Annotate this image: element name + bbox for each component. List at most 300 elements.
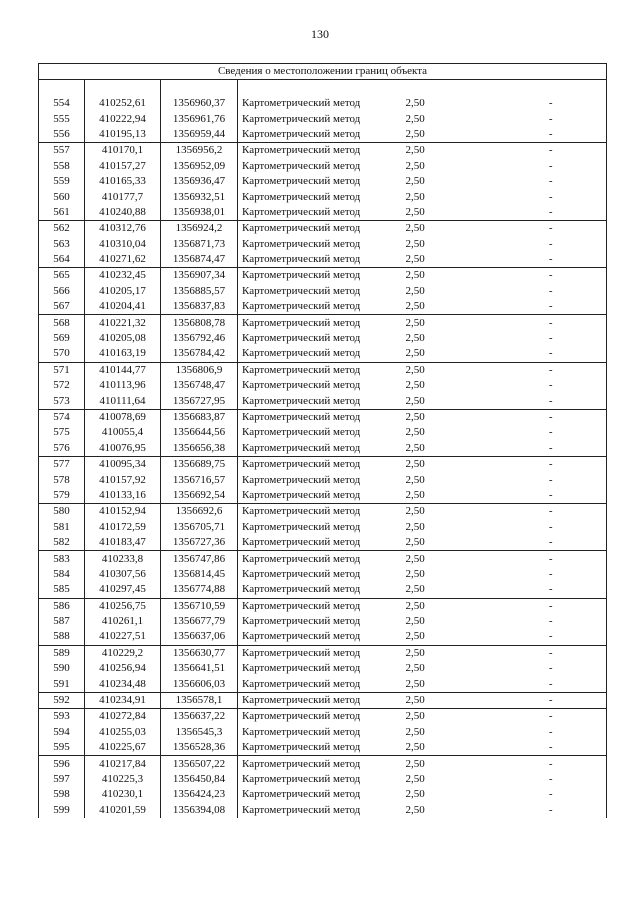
accuracy-cell: 2,50	[405, 630, 425, 643]
point-number-cell: 586	[39, 598, 85, 614]
spacer-row	[39, 80, 607, 97]
table-row	[39, 299, 607, 315]
note-cell: -	[496, 740, 607, 756]
accuracy-cell: 2,50	[405, 300, 425, 313]
method-cell: Картометрический метод	[238, 488, 386, 504]
y-coordinate-cell: 1356394,08	[161, 803, 238, 818]
point-number-cell: 597	[39, 772, 85, 787]
method-cell: Картометрический метод	[238, 661, 386, 676]
method-cell: Картометрический метод	[238, 205, 386, 221]
x-coordinate-cell: 410195,13	[85, 127, 161, 143]
note-cell: -	[496, 756, 607, 772]
method-cell: Картометрический метод	[238, 756, 386, 772]
x-coordinate-cell: 410256,94	[85, 661, 161, 676]
point-number-cell: 558	[39, 159, 85, 174]
method-cell: Картометрический метод	[238, 425, 386, 440]
y-coordinate-cell: 1356808,78	[161, 315, 238, 331]
method-cell: Картометрический метод	[238, 740, 386, 756]
boundary-coordinates-table	[38, 63, 607, 818]
table-row	[39, 629, 607, 645]
x-coordinate-cell: 410113,96	[85, 378, 161, 393]
table-row	[39, 143, 607, 159]
accuracy-cell: 2,50	[405, 520, 425, 533]
x-coordinate-cell: 410095,34	[85, 456, 161, 472]
note-cell: -	[496, 425, 607, 440]
y-coordinate-cell: 1356507,22	[161, 756, 238, 772]
point-number-cell: 560	[39, 189, 85, 204]
note-cell: -	[496, 174, 607, 189]
x-coordinate-cell: 410234,48	[85, 676, 161, 692]
y-coordinate-cell: 1356960,37	[161, 96, 238, 111]
note-cell: -	[496, 205, 607, 221]
y-coordinate-cell: 1356938,01	[161, 205, 238, 221]
y-coordinate-cell: 1356885,57	[161, 284, 238, 299]
table-row	[39, 441, 607, 457]
point-number-cell: 573	[39, 393, 85, 409]
x-coordinate-cell: 410078,69	[85, 409, 161, 425]
note-cell: -	[496, 159, 607, 174]
note-cell: -	[496, 472, 607, 487]
accuracy-cell: 2,50	[405, 394, 425, 407]
y-coordinate-cell: 1356874,47	[161, 252, 238, 268]
x-coordinate-cell: 410157,27	[85, 159, 161, 174]
note-cell: -	[496, 803, 607, 818]
point-number-cell: 566	[39, 284, 85, 299]
accuracy-cell: 2,50	[405, 97, 425, 110]
table-row	[39, 614, 607, 629]
table-row	[39, 237, 607, 252]
y-coordinate-cell: 1356774,88	[161, 582, 238, 598]
x-coordinate-cell: 410229,2	[85, 645, 161, 661]
x-coordinate-cell: 410144,77	[85, 362, 161, 378]
accuracy-cell: 2,50	[386, 709, 496, 725]
accuracy-cell: 2,50	[386, 645, 496, 661]
x-coordinate-cell: 410201,59	[85, 803, 161, 818]
note-cell: -	[496, 111, 607, 126]
point-number-cell: 575	[39, 425, 85, 440]
accuracy-cell: 2,50	[405, 583, 425, 596]
table-row	[39, 174, 607, 189]
accuracy-cell: 2,50	[405, 803, 425, 816]
y-coordinate-cell: 1356792,46	[161, 331, 238, 346]
accuracy-cell: 2,50	[405, 284, 425, 297]
method-cell: Картометрический метод	[238, 787, 386, 802]
method-cell: Картометрический метод	[238, 174, 386, 189]
y-coordinate-cell: 1356932,51	[161, 189, 238, 204]
point-number-cell: 555	[39, 111, 85, 126]
accuracy-cell: 2,50	[386, 504, 496, 520]
accuracy-cell: 2,50	[405, 379, 425, 392]
y-coordinate-cell: 1356961,76	[161, 111, 238, 126]
method-cell: Картометрический метод	[238, 629, 386, 645]
x-coordinate-cell: 410183,47	[85, 535, 161, 551]
x-coordinate-cell: 410297,45	[85, 582, 161, 598]
y-coordinate-cell: 1356727,95	[161, 393, 238, 409]
x-coordinate-cell: 410240,88	[85, 205, 161, 221]
point-number-cell: 569	[39, 331, 85, 346]
accuracy-cell: 2,50	[386, 315, 496, 331]
accuracy-cell: 2,50	[405, 426, 425, 439]
note-cell: -	[496, 614, 607, 629]
note-cell: -	[496, 520, 607, 535]
method-cell: Картометрический метод	[238, 472, 386, 487]
table-row	[39, 189, 607, 204]
x-coordinate-cell: 410312,76	[85, 221, 161, 237]
method-cell: Картометрический метод	[238, 331, 386, 346]
point-number-cell: 567	[39, 299, 85, 315]
x-coordinate-cell: 410272,84	[85, 709, 161, 725]
method-cell: Картометрический метод	[238, 676, 386, 692]
table-row	[39, 787, 607, 802]
accuracy-cell: 2,50	[386, 456, 496, 472]
accuracy-cell: 2,50	[405, 112, 425, 125]
accuracy-cell: 2,50	[405, 662, 425, 675]
table-body	[39, 80, 607, 818]
note-cell: -	[496, 143, 607, 159]
accuracy-cell: 2,50	[405, 488, 425, 501]
accuracy-cell: 2,50	[386, 221, 496, 237]
x-coordinate-cell: 410233,8	[85, 551, 161, 567]
x-coordinate-cell: 410205,08	[85, 331, 161, 346]
x-coordinate-cell: 410225,3	[85, 772, 161, 787]
point-number-cell: 579	[39, 488, 85, 504]
point-number-cell: 557	[39, 143, 85, 159]
note-cell: -	[496, 598, 607, 614]
point-number-cell: 595	[39, 740, 85, 756]
y-coordinate-cell: 1356716,57	[161, 472, 238, 487]
point-number-cell: 594	[39, 725, 85, 740]
note-cell: -	[496, 284, 607, 299]
note-cell: -	[496, 189, 607, 204]
method-cell: Картометрический метод	[238, 614, 386, 629]
method-cell: Картометрический метод	[238, 535, 386, 551]
y-coordinate-cell: 1356528,36	[161, 740, 238, 756]
table-row	[39, 772, 607, 787]
y-coordinate-cell: 1356924,2	[161, 221, 238, 237]
accuracy-cell: 2,50	[405, 441, 425, 454]
note-cell: -	[496, 299, 607, 315]
note-cell: -	[496, 362, 607, 378]
point-number-cell: 589	[39, 645, 85, 661]
x-coordinate-cell: 410256,75	[85, 598, 161, 614]
method-cell: Картометрический метод	[238, 393, 386, 409]
note-cell: -	[496, 567, 607, 582]
table-row	[39, 378, 607, 393]
accuracy-cell: 2,50	[405, 332, 425, 345]
y-coordinate-cell: 1356450,84	[161, 772, 238, 787]
note-cell: -	[496, 127, 607, 143]
table-row	[39, 409, 607, 425]
point-number-cell: 574	[39, 409, 85, 425]
table-row	[39, 504, 607, 520]
method-cell: Картометрический метод	[238, 803, 386, 818]
x-coordinate-cell: 410230,1	[85, 787, 161, 802]
note-cell: -	[496, 787, 607, 802]
y-coordinate-cell: 1356747,86	[161, 551, 238, 567]
point-number-cell: 578	[39, 472, 85, 487]
table-row	[39, 551, 607, 567]
y-coordinate-cell: 1356677,79	[161, 614, 238, 629]
table-row	[39, 567, 607, 582]
accuracy-cell: 2,50	[386, 692, 496, 708]
x-coordinate-cell: 410227,51	[85, 629, 161, 645]
method-cell: Картометрический метод	[238, 504, 386, 520]
x-coordinate-cell: 410157,92	[85, 472, 161, 487]
x-coordinate-cell: 410165,33	[85, 174, 161, 189]
method-cell: Картометрический метод	[238, 111, 386, 126]
x-coordinate-cell: 410232,45	[85, 268, 161, 284]
x-coordinate-cell: 410111,64	[85, 393, 161, 409]
note-cell: -	[496, 629, 607, 645]
point-number-cell: 556	[39, 127, 85, 143]
method-cell: Картометрический метод	[238, 725, 386, 740]
table-row	[39, 127, 607, 143]
y-coordinate-cell: 1356748,47	[161, 378, 238, 393]
y-coordinate-cell: 1356637,06	[161, 629, 238, 645]
point-number-cell: 576	[39, 441, 85, 457]
x-coordinate-cell: 410177,7	[85, 189, 161, 204]
x-coordinate-cell: 410163,19	[85, 346, 161, 362]
note-cell: -	[496, 535, 607, 551]
method-cell: Картометрический метод	[238, 284, 386, 299]
table-row	[39, 221, 607, 237]
page-number: 130	[311, 27, 329, 41]
method-cell: Картометрический метод	[238, 772, 386, 787]
point-number-cell: 577	[39, 456, 85, 472]
table-row	[39, 725, 607, 740]
table-row	[39, 252, 607, 268]
note-cell: -	[496, 676, 607, 692]
method-cell: Картометрический метод	[238, 299, 386, 315]
method-cell: Картометрический метод	[238, 709, 386, 725]
accuracy-cell: 2,50	[405, 190, 425, 203]
table-row	[39, 676, 607, 692]
table-row	[39, 362, 607, 378]
y-coordinate-cell: 1356692,54	[161, 488, 238, 504]
x-coordinate-cell: 410055,4	[85, 425, 161, 440]
accuracy-cell: 2,50	[405, 205, 425, 218]
point-number-cell: 591	[39, 676, 85, 692]
table-caption: Сведения о местоположении границ объекта	[39, 64, 607, 80]
point-number-cell: 584	[39, 567, 85, 582]
method-cell: Картометрический метод	[238, 143, 386, 159]
x-coordinate-cell: 410205,17	[85, 284, 161, 299]
method-cell: Картометрический метод	[238, 237, 386, 252]
table-row	[39, 159, 607, 174]
note-cell: -	[496, 331, 607, 346]
table-row	[39, 488, 607, 504]
table-row	[39, 803, 607, 818]
method-cell: Картометрический метод	[238, 127, 386, 143]
point-number-cell: 598	[39, 787, 85, 802]
table-row	[39, 756, 607, 772]
y-coordinate-cell: 1356606,03	[161, 676, 238, 692]
method-cell: Картометрический метод	[238, 362, 386, 378]
accuracy-cell: 2,50	[405, 677, 425, 690]
note-cell: -	[496, 488, 607, 504]
x-coordinate-cell: 410234,91	[85, 692, 161, 708]
point-number-cell: 588	[39, 629, 85, 645]
y-coordinate-cell: 1356727,36	[161, 535, 238, 551]
method-cell: Картометрический метод	[238, 96, 386, 111]
table-row	[39, 268, 607, 284]
y-coordinate-cell: 1356644,56	[161, 425, 238, 440]
point-number-cell: 583	[39, 551, 85, 567]
x-coordinate-cell: 410255,03	[85, 725, 161, 740]
method-cell: Картометрический метод	[238, 221, 386, 237]
point-number-cell: 570	[39, 346, 85, 362]
y-coordinate-cell: 1356784,42	[161, 346, 238, 362]
x-coordinate-cell: 410204,41	[85, 299, 161, 315]
method-cell: Картометрический метод	[238, 598, 386, 614]
point-number-cell: 585	[39, 582, 85, 598]
note-cell: -	[496, 393, 607, 409]
table-row	[39, 582, 607, 598]
point-number-cell: 565	[39, 268, 85, 284]
table-row	[39, 315, 607, 331]
accuracy-cell: 2,50	[405, 473, 425, 486]
accuracy-cell: 2,50	[405, 237, 425, 250]
y-coordinate-cell: 1356578,1	[161, 692, 238, 708]
accuracy-cell: 2,50	[386, 551, 496, 567]
note-cell: -	[496, 441, 607, 457]
note-cell: -	[496, 96, 607, 111]
y-coordinate-cell: 1356689,75	[161, 456, 238, 472]
note-cell: -	[496, 221, 607, 237]
accuracy-cell: 2,50	[405, 725, 425, 738]
table-row	[39, 709, 607, 725]
point-number-cell: 554	[39, 96, 85, 111]
point-number-cell: 592	[39, 692, 85, 708]
method-cell: Картометрический метод	[238, 189, 386, 204]
point-number-cell: 559	[39, 174, 85, 189]
table-row	[39, 96, 607, 111]
accuracy-cell: 2,50	[386, 143, 496, 159]
accuracy-cell: 2,50	[405, 127, 425, 140]
method-cell: Картометрический метод	[238, 456, 386, 472]
method-cell: Картометрический метод	[238, 582, 386, 598]
method-cell: Картометрический метод	[238, 159, 386, 174]
method-cell: Картометрический метод	[238, 551, 386, 567]
table-row	[39, 425, 607, 440]
method-cell: Картометрический метод	[238, 645, 386, 661]
y-coordinate-cell: 1356630,77	[161, 645, 238, 661]
x-coordinate-cell: 410170,1	[85, 143, 161, 159]
table-row	[39, 692, 607, 708]
y-coordinate-cell: 1356545,3	[161, 725, 238, 740]
y-coordinate-cell: 1356956,2	[161, 143, 238, 159]
y-coordinate-cell: 1356692,6	[161, 504, 238, 520]
note-cell: -	[496, 692, 607, 708]
y-coordinate-cell: 1356641,51	[161, 661, 238, 676]
point-number-cell: 582	[39, 535, 85, 551]
table-row	[39, 346, 607, 362]
y-coordinate-cell: 1356637,22	[161, 709, 238, 725]
x-coordinate-cell: 410222,94	[85, 111, 161, 126]
x-coordinate-cell: 410076,95	[85, 441, 161, 457]
x-coordinate-cell: 410152,94	[85, 504, 161, 520]
accuracy-cell: 2,50	[405, 788, 425, 801]
accuracy-cell: 2,50	[386, 409, 496, 425]
method-cell: Картометрический метод	[238, 692, 386, 708]
method-cell: Картометрический метод	[238, 378, 386, 393]
point-number-cell: 561	[39, 205, 85, 221]
note-cell: -	[496, 456, 607, 472]
table-row	[39, 393, 607, 409]
y-coordinate-cell: 1356656,38	[161, 441, 238, 457]
table-row	[39, 598, 607, 614]
point-number-cell: 568	[39, 315, 85, 331]
note-cell: -	[496, 709, 607, 725]
y-coordinate-cell: 1356936,47	[161, 174, 238, 189]
point-number-cell: 564	[39, 252, 85, 268]
y-coordinate-cell: 1356683,87	[161, 409, 238, 425]
accuracy-cell: 2,50	[386, 756, 496, 772]
method-cell: Картометрический метод	[238, 409, 386, 425]
note-cell: -	[496, 409, 607, 425]
y-coordinate-cell: 1356710,59	[161, 598, 238, 614]
x-coordinate-cell: 410252,61	[85, 96, 161, 111]
accuracy-cell: 2,50	[405, 741, 425, 754]
note-cell: -	[496, 346, 607, 362]
point-number-cell: 571	[39, 362, 85, 378]
y-coordinate-cell: 1356705,71	[161, 520, 238, 535]
x-coordinate-cell: 410310,04	[85, 237, 161, 252]
point-number-cell: 563	[39, 237, 85, 252]
table-row	[39, 472, 607, 487]
table-row	[39, 520, 607, 535]
accuracy-cell: 2,50	[405, 615, 425, 628]
table-row	[39, 645, 607, 661]
y-coordinate-cell: 1356806,9	[161, 362, 238, 378]
note-cell: -	[496, 268, 607, 284]
note-cell: -	[496, 252, 607, 268]
accuracy-cell: 2,50	[386, 598, 496, 614]
point-number-cell: 587	[39, 614, 85, 629]
point-number-cell: 593	[39, 709, 85, 725]
note-cell: -	[496, 725, 607, 740]
table-row	[39, 331, 607, 346]
table-row	[39, 205, 607, 221]
point-number-cell: 599	[39, 803, 85, 818]
table-row	[39, 535, 607, 551]
method-cell: Картометрический метод	[238, 520, 386, 535]
note-cell: -	[496, 645, 607, 661]
y-coordinate-cell: 1356952,09	[161, 159, 238, 174]
y-coordinate-cell: 1356837,83	[161, 299, 238, 315]
table-row	[39, 284, 607, 299]
x-coordinate-cell: 410261,1	[85, 614, 161, 629]
point-number-cell: 581	[39, 520, 85, 535]
note-cell: -	[496, 378, 607, 393]
point-number-cell: 580	[39, 504, 85, 520]
table-row	[39, 740, 607, 756]
accuracy-cell: 2,50	[405, 175, 425, 188]
y-coordinate-cell: 1356814,45	[161, 567, 238, 582]
x-coordinate-cell: 410307,56	[85, 567, 161, 582]
x-coordinate-cell: 410225,67	[85, 740, 161, 756]
method-cell: Картометрический метод	[238, 567, 386, 582]
table-row	[39, 111, 607, 126]
note-cell: -	[496, 551, 607, 567]
method-cell: Картометрический метод	[238, 252, 386, 268]
accuracy-cell: 2,50	[386, 362, 496, 378]
x-coordinate-cell: 410221,32	[85, 315, 161, 331]
note-cell: -	[496, 315, 607, 331]
x-coordinate-cell: 410172,59	[85, 520, 161, 535]
table-row	[39, 661, 607, 676]
accuracy-cell: 2,50	[405, 159, 425, 172]
